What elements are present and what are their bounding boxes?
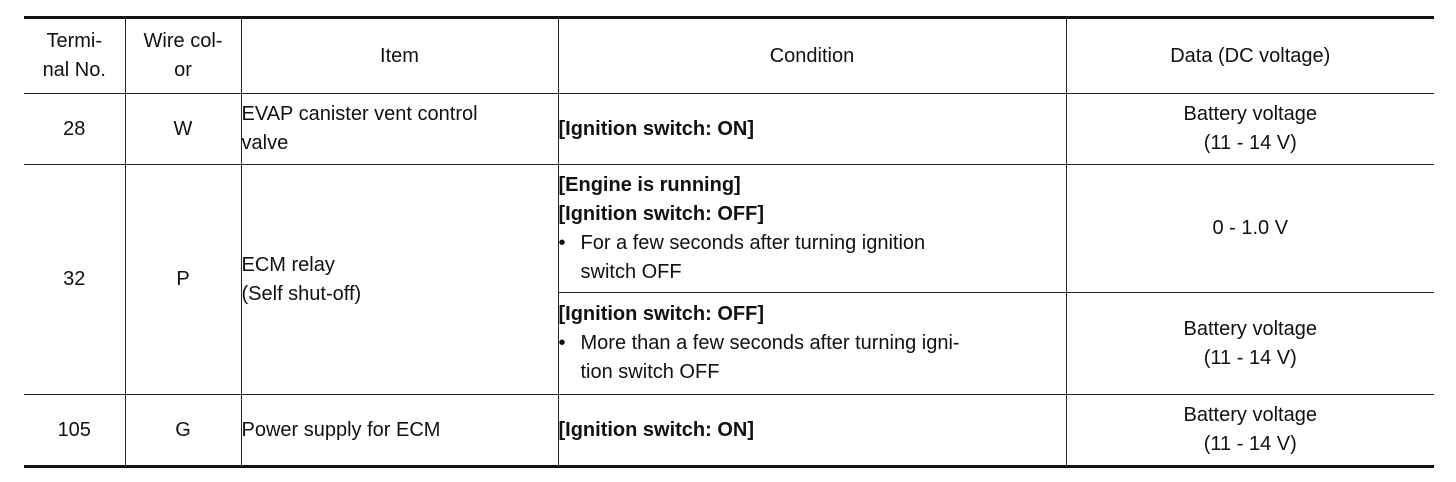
header-wire-color [125, 18, 241, 94]
header-terminal-line1: Termi- [46, 30, 103, 52]
header-wire-line2: or [174, 59, 192, 81]
item-line: ECM relay [241, 253, 335, 276]
table-row [24, 395, 1434, 467]
condition-cell [558, 165, 1066, 293]
condition-heading: [Ignition switch: ON] [558, 117, 755, 140]
bullet-line: tion switch OFF [580, 361, 720, 383]
wire-color: W [125, 94, 241, 165]
ecm-terminal-table [24, 16, 1434, 468]
condition-cell [558, 395, 1066, 467]
item-line: valve [241, 132, 289, 154]
data-line: (11 - 14 V) [1203, 433, 1297, 455]
table-row [24, 165, 1434, 293]
condition-bullet [559, 229, 1066, 287]
item-line: Power supply for ECM [241, 418, 441, 441]
header-wire-line1: Wire col- [143, 30, 223, 52]
terminal-no: 32 [24, 165, 125, 395]
condition-bullet [559, 329, 1066, 387]
condition-heading: [Ignition switch: OFF] [558, 202, 765, 225]
condition-cell [558, 94, 1066, 165]
header-data: Data (DC voltage) [1066, 18, 1434, 94]
item-line: EVAP canister vent control [241, 103, 478, 125]
condition-heading: [Ignition switch: ON] [558, 418, 755, 441]
item-cell [241, 395, 558, 467]
data-line: Battery voltage [1183, 103, 1317, 125]
header-terminal-line2: nal No. [42, 59, 106, 81]
bullet-icon: • [558, 231, 566, 254]
data-cell [1066, 293, 1434, 395]
data-cell [1066, 94, 1434, 165]
terminal-no: 28 [24, 94, 125, 165]
table-row [24, 94, 1434, 165]
bullet-text [581, 229, 1066, 287]
bullet-line: For a few seconds after turning ignition [580, 231, 926, 254]
data-line: Battery voltage [1183, 317, 1317, 340]
data-cell [1066, 395, 1434, 467]
wire-color: G [125, 395, 241, 467]
header-row [24, 18, 1434, 94]
data-line: (11 - 14 V) [1203, 346, 1297, 369]
terminal-no: 105 [24, 395, 125, 467]
header-condition: Condition [558, 18, 1066, 94]
data-cell [1066, 165, 1434, 293]
bullet-line: switch OFF [580, 260, 682, 283]
header-item: Item [241, 18, 558, 94]
item-cell [241, 165, 558, 395]
condition-heading: [Ignition switch: OFF] [558, 303, 765, 325]
item-cell [241, 94, 558, 165]
bullet-text [581, 329, 1066, 387]
bullet-line: More than a few seconds after turning igni- [580, 332, 960, 354]
data-line: 0 - 1.0 V [1212, 217, 1289, 239]
condition-cell [558, 293, 1066, 395]
bullet-icon: • [558, 332, 566, 354]
condition-heading: [Engine is running] [558, 173, 741, 196]
header-terminal-no [24, 18, 125, 94]
data-line: Battery voltage [1183, 404, 1317, 426]
item-line: (Self shut-off) [241, 282, 362, 305]
wire-color: P [125, 165, 241, 395]
data-line: (11 - 14 V) [1203, 132, 1297, 154]
